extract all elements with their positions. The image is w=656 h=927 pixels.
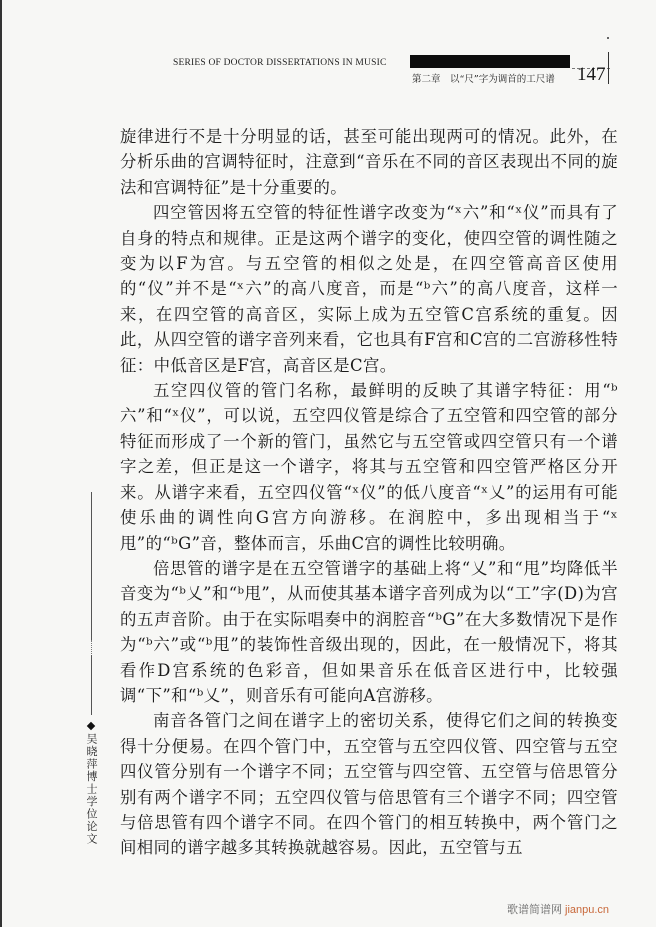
chapter-title: 第二章 以“尺”字为调首的工尺谱	[412, 74, 555, 85]
margin-rule-top	[91, 492, 92, 640]
paragraph-2: 四空管因将五空管的特征性谱字改变为“ˣ六”和“ˣ仪”而具有了自身的特点和规律。正是这两个谱字的变化，使四空管的调性随之变为以F为宫。与五空管的相似之处是，在四空管高音区使用的“仪”并不是“ˣ六”的高八度音，而是“ᵇ六”的高八度音，这样一来，在四空管的高音区，实际上成为五空管C宫系统的重复。因此，从四空管的谱字音列来看，它也具有F宫和C宫的二宫游移性特征：中低音区是F宫，高音区是C宫。	[120, 203, 618, 375]
body-text	[120, 124, 618, 861]
header-tick-mark	[607, 37, 609, 39]
page-edge	[0, 0, 2, 927]
paragraph-1: 旋律进行不是十分明显的话，甚至可能出现两可的情况。此外，在分析乐曲的宫调特征时，注意到“音乐在不同的音区表现出不同的旋法和宫调特征”是十分重要的。	[120, 127, 618, 197]
paragraph-3: 五空四仪管的管门名称，最鲜明的反映了其谱字特征：用“ᵇ六”和“ˣ仪”，可以说，五空四仪管是综合了五空管和四空管的部分特征而形成了一个新的管门，虽然它与五空管或四空管只有一个谱字之差，但正是这一个谱字，将其与五空管和四空管严格区分开来。从谱字来看，五空四仪管“ˣ仪”的低八度音“ˣ乂”的运用有可能使乐曲的调性向G宫方向游移。在润腔中，多出现相当于“ˣ甩”的“ᵇG”音，整体而言，乐曲C宫的调性比较明确。	[120, 381, 618, 553]
watermark-url: jianpu.cn	[565, 904, 610, 916]
watermark-site-name: 歌谱简谱网	[507, 903, 562, 916]
header-vertical-rule	[608, 52, 609, 84]
page-number: 147	[577, 64, 606, 85]
margin-rule-bottom	[91, 655, 92, 715]
paragraph-5: 南音各管门之间在谱字上的密切关系，使得它们之间的转换变得十分便易。在四个管门中，五空管与五空四仪管、四空管与五空四仪管分别有一个谱字不同；五空管与四空管、五空管与倍思管分别有两个谱字不同；五空四仪管与倍思管有三个谱字不同；四空管与倍思管有四个谱字不同。在四个管门的相互转换中，两个管门之间相同的谱字越多其转换就越容易。因此，五空管与五	[120, 711, 618, 858]
diamond-icon	[87, 722, 95, 730]
margin-rule-dotted	[91, 640, 92, 654]
header-rule-bar	[410, 55, 570, 68]
margin-vertical-label: 吴晓萍博士学位论文	[85, 733, 98, 846]
paragraph-4: 倍思管的谱字是在五空管谱字的基础上将“乂”和“甩”均降低半音变为“ᵇ乂”和“ᵇ甩”，从而使其基本谱字音列成为以“工”字(D)为宫的五声音阶。由于在实际唱奏中的润腔音“ᵇG”在大多数情况下是作为“ᵇ六”或“ᵇ甩”的装饰性音级出现的，因此，在一般情况下，将其看作D宫系统的色彩音，但如果音乐在低音区进行中，比较强调“下”和“ᵇ乂”，则音乐有可能向A宫游移。	[120, 558, 618, 705]
series-title: SERIES OF DOCTOR DISSERTATIONS IN MUSIC	[173, 58, 387, 68]
watermark	[507, 901, 609, 917]
